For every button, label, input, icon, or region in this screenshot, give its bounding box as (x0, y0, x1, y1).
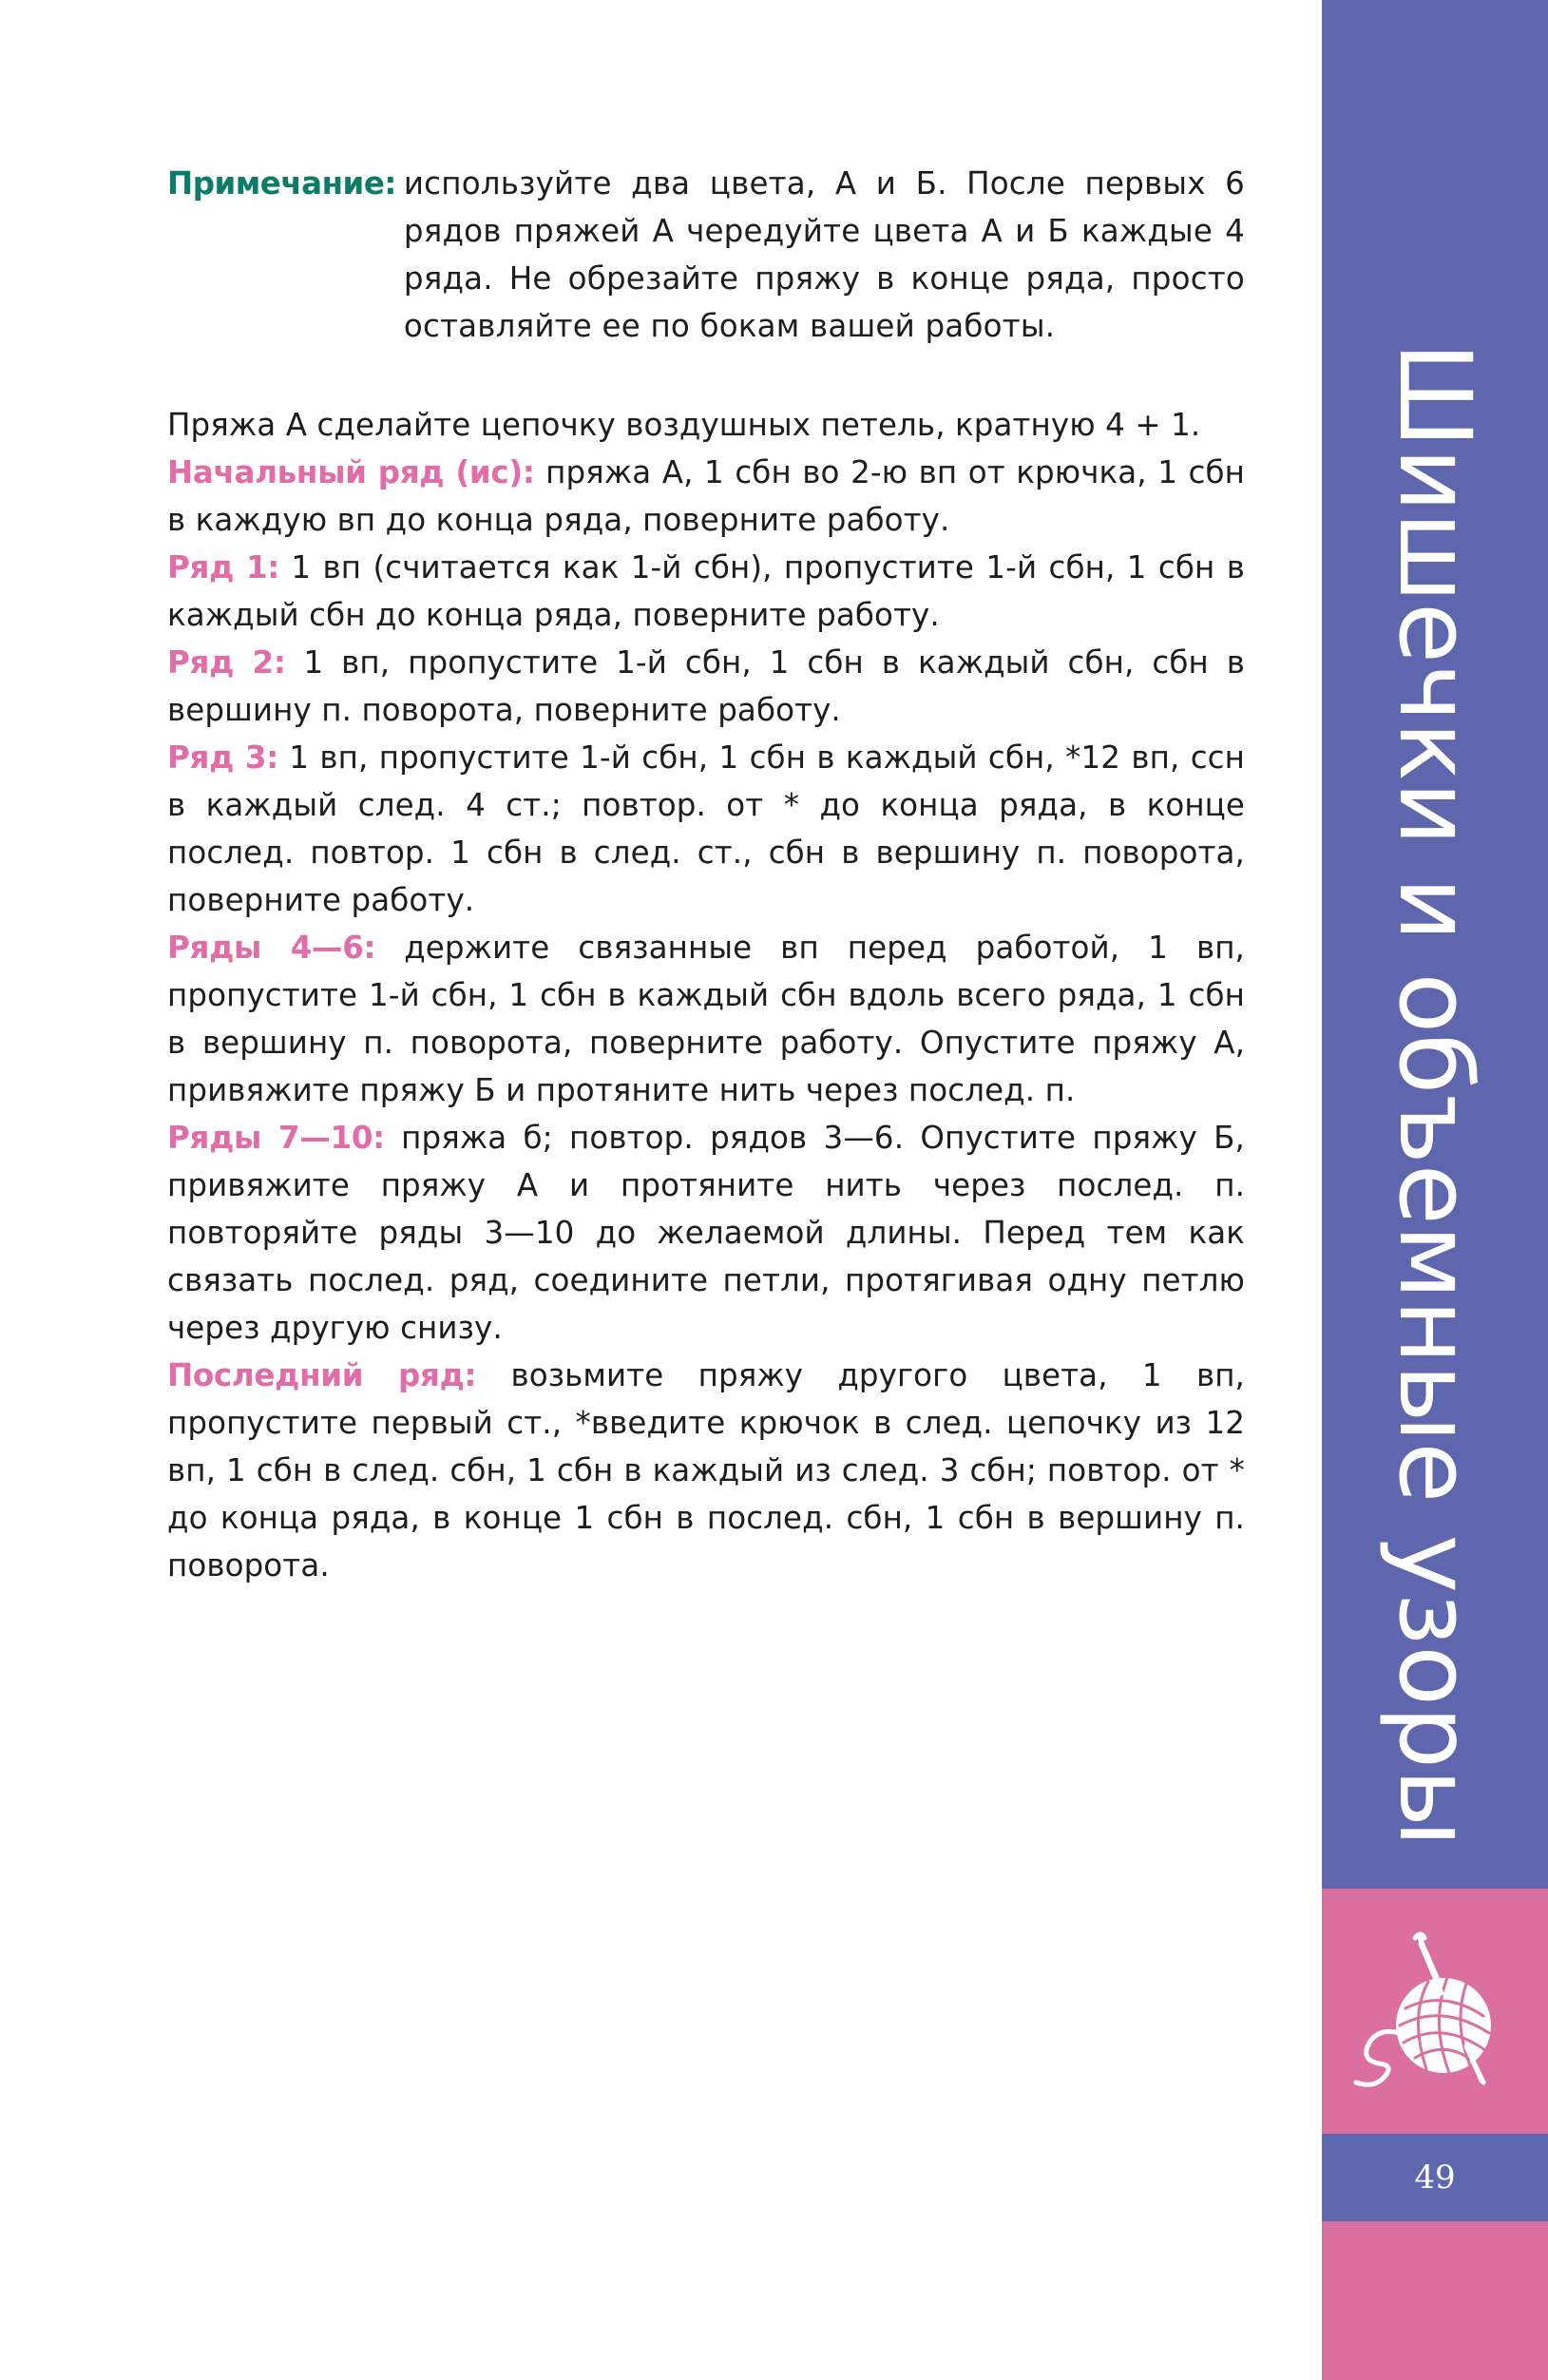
paragraph-rows-7-10 (167, 1114, 1245, 1352)
side-title-band (1322, 0, 1548, 1889)
row-label: Ряды 7—10: (167, 1120, 385, 1156)
page-number: 49 (1414, 2159, 1456, 2197)
row-label: Ряды 4—6: (167, 930, 376, 966)
paragraph-text: возьмите пряжу другого цвета, 1 вп, пропустите первый ст., *введите крючок в след. цепочку из 12 вп, 1 сбн в след. сбн, 1 сбн в каждый из след. 3 сбн; повтор. от * до конца ряда, в конце 1 сбн в послед. сбн, 1 сбн в вершину п. поворота. (167, 1357, 1245, 1583)
paragraph-chain (167, 401, 1245, 449)
section-title: Шишечки и объемные узоры (1377, 342, 1493, 1847)
row-label: Начальный ряд (ис): (167, 454, 535, 490)
note-text: используйте два цвета, А и Б. После первых 6 рядов пряжей А чередуйте цвета А и Б каждые 4 ряда. Не обрезайте пряжу в конце ряда, просто оставляйте ее по бокам вашей работы. (403, 165, 1245, 344)
paragraph-text: 1 вп, пропустите 1-й сбн, 1 сбн в каждый сбн, сбн в вершину п. поворота, поверните работу. (167, 644, 1245, 728)
paragraph-last-row (167, 1352, 1245, 1589)
paragraph-rows-4-6 (167, 924, 1245, 1114)
side-bottom-band (1322, 2221, 1548, 2380)
paragraph-text: 1 вп, пропустите 1-й сбн, 1 сбн в каждый сбн, *12 вп, ссн в каждый след. 4 ст.; повтор. от * до конца ряда, в конце послед. повтор. 1 сбн в след. ст., сбн в вершину п. поворота, поверните работу. (167, 739, 1245, 918)
paragraph-foundation-row (167, 449, 1245, 544)
row-label: Ряд 3: (167, 739, 278, 776)
paragraph-row-2 (167, 639, 1245, 734)
row-label: Ряд 2: (167, 644, 286, 681)
row-label: Ряд 1: (167, 549, 279, 585)
paragraph-text: пряжа б; повтор. рядов 3—6. Опустите пряжу Б, привяжите пряжу А и протяните нить через послед. п. повторяйте ряды 3—10 до желаемой длины. Перед тем как связать послед. ряд, соедините петли, протягивая одну петлю через другую снизу. (167, 1120, 1245, 1346)
paragraph-text: держите связанные вп перед работой, 1 вп, пропустите 1-й сбн, 1 сбн в каждый сбн вдоль всего ряда, 1 сбн в вершину п. поворота, поверните работу. Опустите пряжу А, привяжите пряжу Б и протяните нить через послед. п. (167, 930, 1245, 1108)
paragraph-text: пряжа А, 1 сбн во 2-ю вп от крючка, 1 сбн в каждую вп до конца ряда, поверните работу. (167, 454, 1245, 538)
yarn-ball-crochet-hook-icon (1341, 1921, 1521, 2102)
page-number-band (1322, 2134, 1548, 2221)
side-logo-band (1322, 1889, 1548, 2134)
note-label: Примечание: (167, 165, 396, 202)
note-block (167, 160, 1245, 350)
paragraph-row-3 (167, 734, 1245, 924)
paragraph-row-1 (167, 544, 1245, 639)
paragraph-text: 1 вп (считается как 1-й сбн), пропустите 1-й сбн, 1 сбн в каждый сбн до конца ряда, поверните работу. (167, 549, 1245, 633)
paragraph-text: Пряжа А сделайте цепочку воздушных петель, кратную 4 + 1. (167, 407, 1201, 443)
main-text (167, 160, 1245, 1589)
row-label: Последний ряд: (167, 1357, 477, 1393)
